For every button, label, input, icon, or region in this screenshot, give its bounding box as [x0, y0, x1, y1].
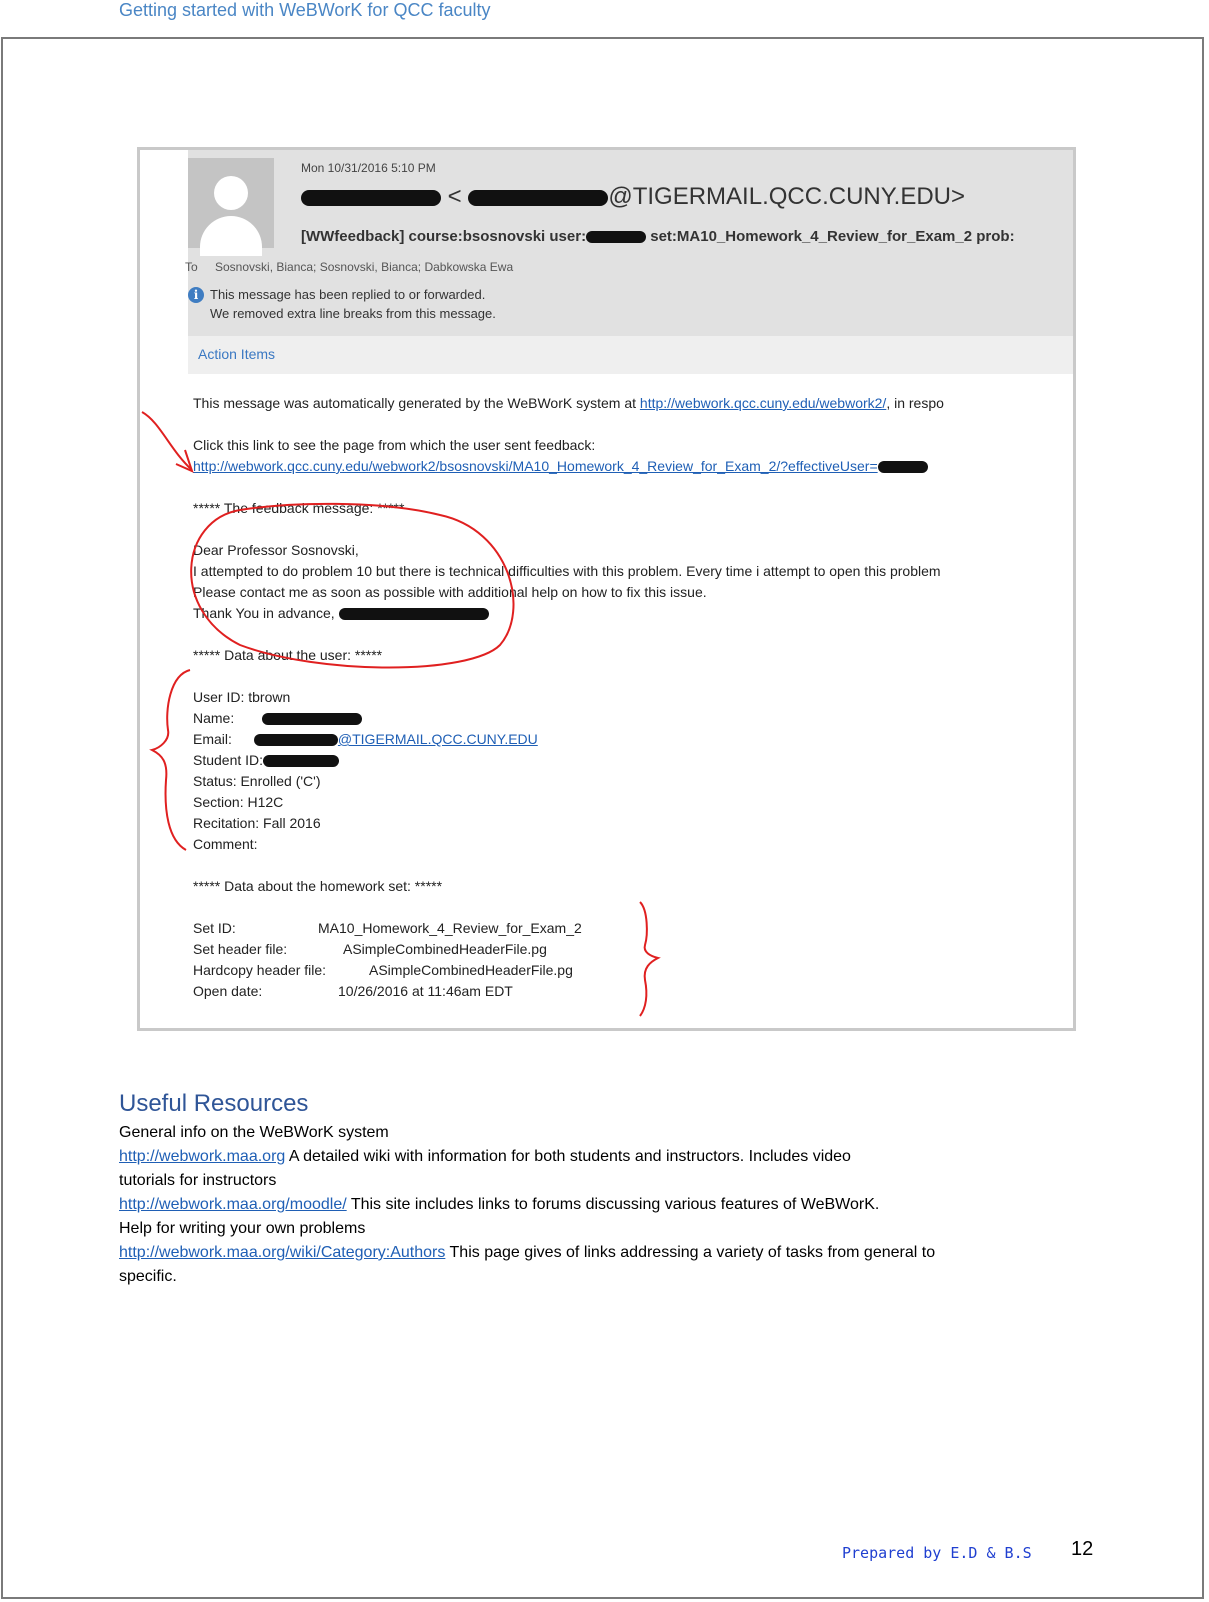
moodle-link[interactable]: http://webwork.maa.org/moodle/	[119, 1196, 347, 1213]
user-email: Email: @TIGERMAIL.QCC.CUNY.EDU	[193, 731, 538, 747]
action-bar	[188, 336, 1076, 374]
hardcopy-header-file: Hardcopy header file: ASimpleCombinedHeaderFile.pg	[193, 962, 573, 978]
resource-writing-problems: Help for writing your own problems	[119, 1220, 366, 1237]
redaction	[262, 713, 362, 725]
arrow-annotation	[142, 412, 192, 470]
student-id: Student ID:	[193, 752, 339, 768]
email-from: < @TIGERMAIL.QCC.CUNY.EDU>	[301, 183, 965, 211]
redaction	[468, 190, 608, 206]
prepared-by: Prepared by E.D & B.S	[842, 1544, 1032, 1562]
resource-line-1: http://webwork.maa.org A detailed wiki with information for both students and instructors. Includes video	[119, 1148, 851, 1165]
info-replied: This message has been replied to or forwarded.	[210, 287, 486, 302]
feedback-link: http://webwork.qcc.cuny.edu/webwork2/bsosnovski/MA10_Homework_4_Review_for_Exam_2/?effectiveUser=	[193, 458, 928, 474]
resources-heading: Useful Resources	[119, 1090, 309, 1117]
open-date: Open date: 10/26/2016 at 11:46am EDT	[193, 983, 513, 999]
resource-line-3: http://webwork.maa.org/wiki/Category:Authors This page gives of links addressing a variety of tasks from general to	[119, 1244, 936, 1261]
to-recipients: Sosnovski, Bianca; Sosnovski, Bianca; Dabkowska Ewa	[215, 260, 514, 274]
authors-link[interactable]: http://webwork.maa.org/wiki/Category:Authors	[119, 1244, 446, 1261]
webwork-link[interactable]: http://webwork.qcc.cuny.edu/webwork2/	[639, 395, 887, 411]
resource-general-info: General info on the WeBWorK system	[119, 1124, 389, 1141]
feedback-heading: ***** The feedback message: *****	[193, 500, 405, 516]
to-label: To	[185, 260, 198, 274]
email-date: Mon 10/31/2016 5:10 PM	[301, 161, 436, 175]
user-name: Name:	[193, 710, 362, 726]
dear-line: Dear Professor Sosnovski,	[193, 542, 359, 558]
redaction	[301, 190, 441, 206]
user-status: Status: Enrolled ('C')	[193, 773, 321, 789]
arrow-head-annotation	[176, 450, 192, 471]
email-header	[185, 150, 1076, 346]
redaction	[586, 231, 646, 243]
redaction	[339, 608, 489, 620]
click-text: Click this link to see the page from which the user sent feedback:	[193, 437, 596, 453]
user-recitation: Recitation: Fall 2016	[193, 815, 321, 831]
user-id: User ID: tbrown	[193, 689, 291, 705]
thanks-line: Thank You in advance,	[193, 605, 489, 621]
redaction	[254, 734, 338, 746]
email-screenshot	[137, 147, 1076, 1031]
avatar	[188, 158, 274, 248]
message-line-1: I attempted to do problem 10 but there is technical difficulties with this problem. Every time i attempt to open this problem	[193, 563, 941, 579]
resource-line-1b: tutorials for instructors	[119, 1172, 277, 1189]
set-heading: ***** Data about the homework set: *****	[193, 878, 443, 894]
resource-line-3b: specific.	[119, 1268, 177, 1285]
message-line-2: Please contact me as soon as possible with additional help on how to fix this issue.	[193, 584, 707, 600]
right-brace-annotation	[640, 902, 658, 1016]
left-brace-annotation	[152, 670, 190, 850]
page-number: 12	[1071, 1538, 1094, 1560]
info-line-breaks: We removed extra line breaks from this message.	[210, 306, 496, 321]
user-section: Section: H12C	[193, 794, 284, 810]
set-header-file: Set header file: ASimpleCombinedHeaderFile.pg	[193, 941, 547, 957]
info-icon: i	[188, 287, 204, 303]
header-title: Getting started with WeBWorK for QCC faculty	[119, 0, 491, 20]
intro-line: This message was automatically generated by the WeBWorK system at http://webwork.qcc.cuny.edu/webwork2/, in respo	[193, 395, 944, 411]
set-id: Set ID: MA10_Homework_4_Review_for_Exam_2	[193, 920, 582, 936]
resource-line-2: http://webwork.maa.org/moodle/ This site includes links to forums discussing various features of WeBWorK.	[119, 1196, 880, 1213]
redaction	[263, 755, 339, 767]
email-subject: [WWfeedback] course:bsosnovski user: set:MA10_Homework_4_Review_for_Exam_2 prob:	[301, 228, 1015, 245]
user-comment: Comment:	[193, 836, 258, 852]
user-heading: ***** Data about the user: *****	[193, 647, 383, 663]
webwork-maa-link[interactable]: http://webwork.maa.org	[119, 1148, 286, 1165]
redaction	[878, 461, 928, 473]
action-items-link[interactable]: Action Items	[198, 346, 276, 362]
